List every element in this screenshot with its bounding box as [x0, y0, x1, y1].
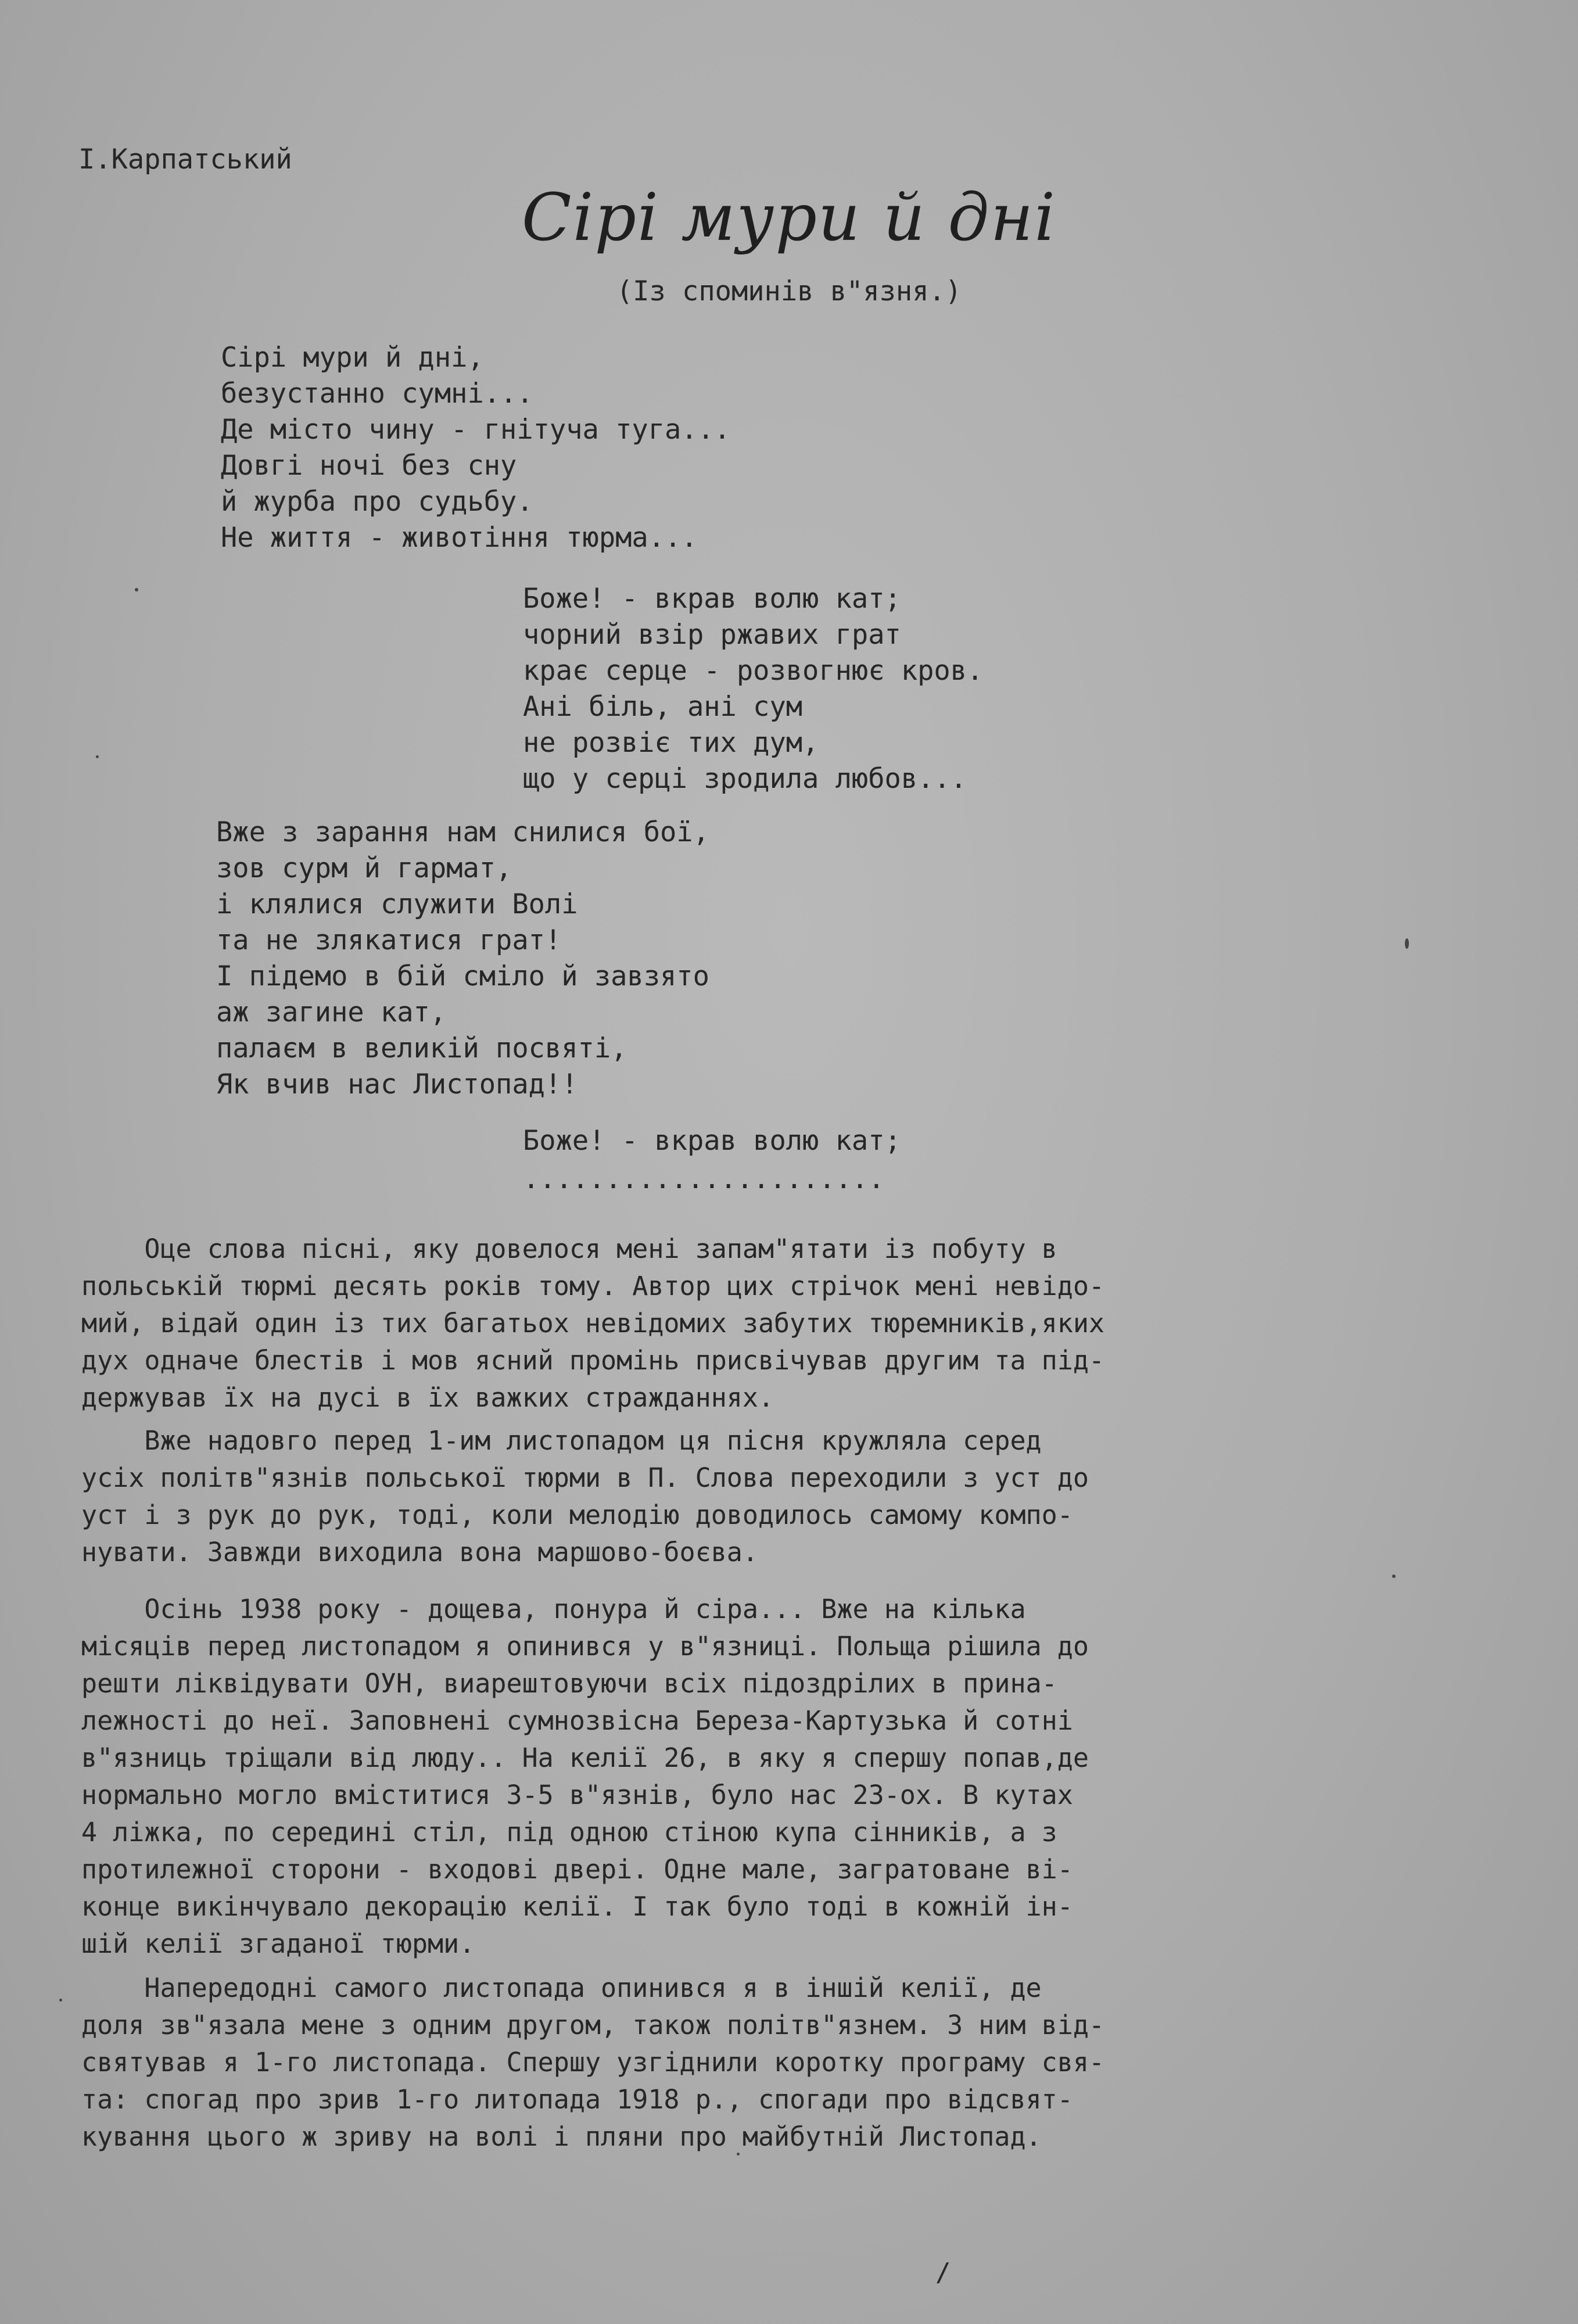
text-line: Оце слова пісні, яку довелося мені запам"ятати із побуту в	[81, 1233, 1057, 1264]
text-line: лежності до неї. Заповнені сумнозвісна Береза-Картузька й сотні	[81, 1705, 1073, 1736]
author-name: І.Карпатський	[78, 144, 292, 175]
poem-line: та не злякатися грат!	[216, 924, 562, 956]
text-line: держував їх на дусі в їх важких стражданнях.	[81, 1382, 774, 1413]
paragraph-4	[81, 1970, 1499, 2156]
subtitle: (Із споминів в"язня.)	[616, 275, 962, 307]
poem-line: крає серце - розвогнює кров.	[523, 655, 984, 687]
ellipsis-line: ......................	[523, 1163, 885, 1195]
poem-line: Довгі ночі без сну	[221, 450, 517, 482]
text-line: решти ліквідувати ОУН, виарештовуючи всіх підоздрілих в прина-	[81, 1668, 1057, 1699]
text-line: дух одначе блестів і мов ясний промінь присвічував другим та під-	[81, 1345, 1104, 1376]
poem-line: що у серці зродила любов...	[523, 763, 967, 795]
page-title: Сірі мури й дні	[521, 180, 1057, 256]
text-line: Вже надовго перед 1-им листопадом ця пісня кружляла серед	[81, 1425, 1042, 1456]
paper-speck	[96, 755, 99, 758]
paragraph-2	[81, 1422, 1499, 1571]
paper-speck	[135, 588, 138, 591]
text-line: польській тюрмі десять років тому. Автор цих стрічок мені невідо-	[81, 1271, 1104, 1301]
text-line: доля зв"язала мене з одним другом, також політв"язнем. З ним від-	[81, 2010, 1104, 2040]
text-line: уст і з рук до рук, тоді, коли мелодію доводилось самому компо-	[81, 1500, 1073, 1530]
text-line: нормально могло вміститися 3-5 в"язнів, було нас 23-ох. В кутах	[81, 1780, 1073, 1810]
poem-line: Ані біль, ані сум	[523, 691, 803, 723]
poem-line: Де місто чину - гнітуча туга...	[221, 414, 731, 446]
paper-speck	[1392, 1575, 1396, 1578]
text-line: протилежної сторони - входові двері. Одне мале, загратоване ві-	[81, 1854, 1073, 1885]
text-line: 4 ліжка, по середині стіл, під одною стіною купа сінників, а з	[81, 1817, 1057, 1848]
text-line: мий, відай один із тих багатьох невідомих забутих тюремників,яких	[81, 1308, 1104, 1339]
poem-line: Боже! - вкрав волю кат;	[523, 583, 901, 615]
paragraph-1	[81, 1231, 1499, 1416]
poem-line: аж загине кат,	[216, 996, 447, 1028]
poem-line: Сірі мури й дні,	[221, 342, 484, 374]
poem-stanza-1	[221, 340, 730, 556]
text-line: нувати. Завжди виходила вона маршово-боєва.	[81, 1537, 758, 1568]
poem-line: і клялися служити Волі	[216, 888, 578, 920]
poem-stanza-2	[216, 815, 709, 1103]
page-mark: /	[935, 2258, 951, 2287]
poem-line: І підемо в бій сміло й завзято	[216, 960, 709, 992]
poem-line: не розвіє тих дум,	[523, 727, 819, 759]
text-line: кування цього ж зриву на волі і пляни про майбутній Листопад.	[81, 2121, 1042, 2152]
text-line: місяців перед листопадом я опинився у в"язниці. Польща рішила до	[81, 1631, 1089, 1662]
poem-line: безустанно сумні...	[221, 378, 533, 410]
text-line: конце викінчувало декорацію келії. І так було тоді в кожній ін-	[81, 1891, 1073, 1922]
paragraph-3	[81, 1591, 1499, 1963]
poem-line: й журба про судьбу.	[221, 486, 533, 518]
poem-line: Не життя - животіння тюрма...	[221, 522, 698, 554]
poem-line: Як вчив нас Листопад!!	[216, 1068, 578, 1100]
paper-speck	[59, 1999, 62, 2002]
text-line: в"язниць тріщали від люду.. На келії 26, в яку я спершу попав,де	[81, 1742, 1089, 1773]
text-line: святував я 1-го листопада. Спершу узгіднили коротку програму свя-	[81, 2047, 1104, 2078]
text-line: шій келії згаданої тюрми.	[81, 1928, 475, 1959]
paper-speck	[737, 2153, 740, 2156]
text-line: Осінь 1938 року - дощева, понура й сіра... Вже на кілька	[81, 1594, 1026, 1624]
poem-refrain-1	[523, 581, 983, 797]
text-line: усіх політв"язнів польської тюрми в П. Слова переходили з уст до	[81, 1462, 1089, 1493]
poem-refrain-2: Боже! - вкрав волю кат;	[523, 1125, 901, 1157]
poem-line: Вже з зарання нам снилися бої,	[216, 816, 709, 848]
poem-line: чорний взір ржавих грат	[523, 619, 901, 651]
poem-line: зов сурм й гармат,	[216, 852, 512, 884]
paper-speck	[1405, 938, 1409, 949]
text-line: та: спогад про зрив 1-го литопада 1918 р., спогади про відсвят-	[81, 2084, 1073, 2115]
poem-line: палаєм в великій посвяті,	[216, 1032, 627, 1064]
text-line: Напередодні самого листопада опинився я в іншій келії, де	[81, 1972, 1042, 2003]
